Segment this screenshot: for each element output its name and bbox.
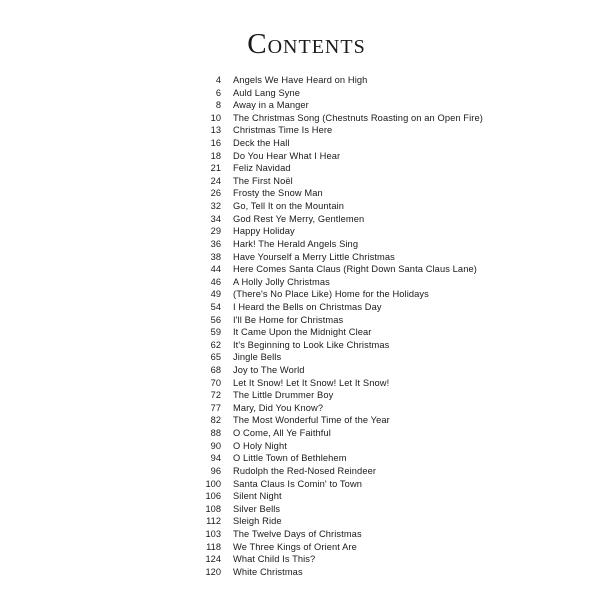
- toc-song-title: Joy to The World: [233, 365, 305, 376]
- toc-entry: [0, 503, 613, 516]
- toc-song-title: Feliz Navidad: [233, 163, 291, 174]
- toc-song-title: O Come, All Ye Faithful: [233, 428, 331, 439]
- toc-song-title: Away in a Manger: [233, 100, 309, 111]
- toc-page-number: 34: [210, 213, 221, 224]
- toc-entry: [0, 99, 613, 112]
- toc-page-number: 106: [205, 491, 221, 502]
- toc-song-title: God Rest Ye Merry, Gentlemen: [233, 213, 365, 224]
- toc-song-title: Do You Hear What I Hear: [233, 150, 341, 161]
- toc-entry: [0, 276, 613, 289]
- toc-entry: [0, 553, 613, 566]
- toc-entry: [0, 377, 613, 390]
- toc-page-number: 16: [210, 138, 221, 149]
- toc-entry: [0, 124, 613, 137]
- toc-page-number: 100: [205, 478, 221, 489]
- toc-song-title: Go, Tell It on the Mountain: [233, 201, 345, 212]
- toc-entry: [0, 364, 613, 377]
- toc-entry: [0, 515, 613, 528]
- toc-entry: [0, 187, 613, 200]
- toc-page-number: 103: [205, 528, 221, 539]
- toc-entry: [0, 528, 613, 541]
- toc-page-number: 82: [210, 415, 221, 426]
- toc-entry: [0, 389, 613, 402]
- toc-page-number: 10: [210, 112, 221, 123]
- toc-entry: [0, 251, 613, 264]
- toc-song-title: (There's No Place Like) Home for the Holidays: [233, 289, 429, 300]
- toc-entry: [0, 314, 613, 327]
- toc-song-title: Jingle Bells: [233, 352, 282, 363]
- toc-entry: [0, 566, 613, 579]
- toc-page-number: 26: [210, 188, 221, 199]
- toc-song-title: Let It Snow! Let It Snow! Let It Snow!: [233, 377, 390, 388]
- toc-entry: [0, 490, 613, 503]
- toc-song-title: I'll Be Home for Christmas: [233, 314, 344, 325]
- toc-page-number: 8: [215, 100, 221, 111]
- toc-song-title: Happy Holiday: [233, 226, 295, 237]
- toc-entry: [0, 440, 613, 453]
- toc-page-number: 32: [210, 201, 221, 212]
- toc-entry: [0, 137, 613, 150]
- toc-page-number: 59: [210, 327, 221, 338]
- toc-page-number: 72: [210, 390, 221, 401]
- toc-song-title: What Child Is This?: [233, 554, 316, 565]
- toc-page-number: 118: [206, 541, 221, 552]
- toc-page-number: 18: [210, 150, 221, 161]
- toc-song-title: Auld Lang Syne: [233, 87, 301, 98]
- toc-entry: [0, 301, 613, 314]
- toc-song-title: The Twelve Days of Christmas: [233, 528, 362, 539]
- toc-entry: [0, 414, 613, 427]
- toc-page-number: 44: [210, 264, 221, 275]
- toc-entry: [0, 351, 613, 364]
- toc-page-number: 29: [210, 226, 221, 237]
- toc-entry: [0, 478, 613, 491]
- toc-page-number: 70: [210, 377, 221, 388]
- toc-song-title: The Most Wonderful Time of the Year: [233, 415, 390, 426]
- toc-page-number: 108: [205, 503, 221, 514]
- toc-page-number: 36: [210, 238, 221, 249]
- toc-page-number: 124: [205, 554, 221, 565]
- toc-page-number: 88: [210, 428, 221, 439]
- toc-song-title: Deck the Hall: [233, 138, 290, 149]
- toc-page-number: 49: [210, 289, 221, 300]
- toc-song-title: We Three Kings of Orient Are: [233, 541, 357, 552]
- toc-page-number: 38: [210, 251, 221, 262]
- toc-entry: [0, 112, 613, 125]
- toc-entry: [0, 150, 613, 163]
- toc-song-title: Christmas Time Is Here: [233, 125, 333, 136]
- toc-entry: [0, 326, 613, 339]
- toc-page-number: 4: [215, 75, 221, 85]
- table-of-contents: [0, 74, 613, 578]
- toc-page-number: 62: [210, 339, 221, 350]
- toc-song-title: I Heard the Bells on Christmas Day: [233, 301, 382, 312]
- toc-page-number: 96: [210, 465, 221, 476]
- toc-entry: [0, 213, 613, 226]
- toc-song-title: The Little Drummer Boy: [233, 390, 334, 401]
- toc-song-title: It's Beginning to Look Like Christmas: [233, 339, 390, 350]
- toc-entry: [0, 162, 613, 175]
- toc-entry: [0, 263, 613, 276]
- toc-page-number: 90: [210, 440, 221, 451]
- toc-page-number: 24: [210, 175, 221, 186]
- toc-entry: [0, 225, 613, 238]
- toc-song-title: Have Yourself a Merry Little Christmas: [233, 251, 395, 262]
- toc-song-title: Here Comes Santa Claus (Right Down Santa Claus Lane): [233, 264, 477, 275]
- toc-page-number: 56: [210, 314, 221, 325]
- toc-entry: [0, 288, 613, 301]
- toc-page-number: 77: [210, 402, 221, 413]
- toc-song-title: Sleigh Ride: [233, 516, 282, 527]
- toc-entry: [0, 452, 613, 465]
- toc-song-title: It Came Upon the Midnight Clear: [233, 327, 372, 338]
- toc-page-number: 94: [210, 453, 221, 464]
- toc-entry: [0, 541, 613, 554]
- toc-entry: [0, 74, 613, 87]
- toc-song-title: The Christmas Song (Chestnuts Roasting on an Open Fire): [233, 112, 483, 123]
- toc-page-number: 6: [215, 87, 221, 98]
- toc-entry: [0, 402, 613, 415]
- toc-song-title: Silver Bells: [233, 503, 281, 514]
- toc-page-number: 21: [210, 163, 221, 174]
- toc-page-number: 120: [205, 566, 221, 577]
- toc-entry: [0, 175, 613, 188]
- toc-song-title: Angels We Have Heard on High: [233, 75, 368, 85]
- toc-song-title: Silent Night: [233, 491, 282, 502]
- toc-entry: [0, 87, 613, 100]
- toc-entry: [0, 339, 613, 352]
- page-title: Contents: [247, 28, 366, 60]
- toc-song-title: A Holly Jolly Christmas: [233, 276, 330, 287]
- toc-song-title: O Holy Night: [233, 440, 287, 451]
- toc-page-number: 46: [210, 276, 221, 287]
- toc-entry: [0, 200, 613, 213]
- toc-song-title: Mary, Did You Know?: [233, 402, 324, 413]
- toc-song-title: Frosty the Snow Man: [233, 188, 323, 199]
- toc-song-title: The First Noël: [233, 175, 293, 186]
- toc-page-number: 68: [210, 365, 221, 376]
- toc-entry: [0, 238, 613, 251]
- toc-page-number: 112: [206, 516, 221, 527]
- toc-song-title: O Little Town of Bethlehem: [233, 453, 347, 464]
- toc-song-title: Santa Claus Is Comin' to Town: [233, 478, 363, 489]
- toc-song-title: White Christmas: [233, 566, 303, 577]
- toc-song-title: Rudolph the Red-Nosed Reindeer: [233, 465, 377, 476]
- toc-page-number: 13: [210, 125, 221, 136]
- toc-page-number: 54: [210, 301, 221, 312]
- toc-entry: [0, 427, 613, 440]
- toc-song-title: Hark! The Herald Angels Sing: [233, 238, 359, 249]
- toc-page-number: 65: [210, 352, 221, 363]
- toc-entry: [0, 465, 613, 478]
